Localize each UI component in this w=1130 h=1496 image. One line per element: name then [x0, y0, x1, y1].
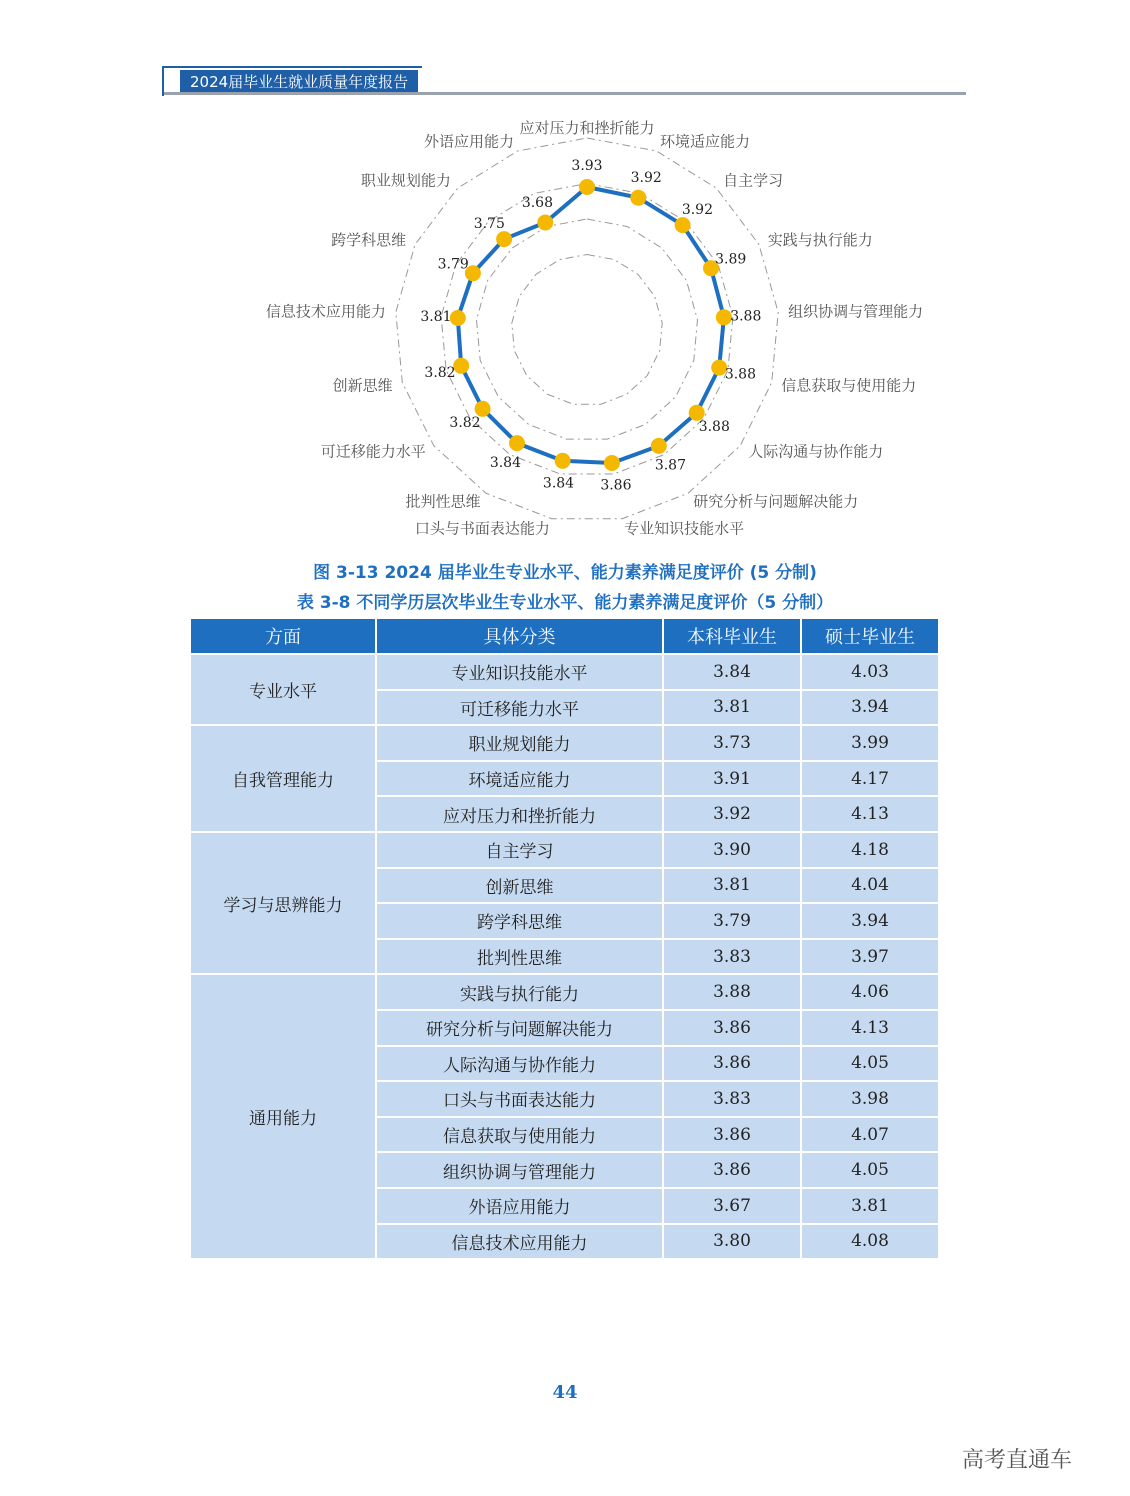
radar-value-label: 3.89: [715, 251, 747, 268]
satisfaction-table: [189, 617, 940, 1260]
category-cell: 创新思维: [377, 869, 662, 903]
radar-value-label: 3.88: [698, 419, 730, 436]
radar-point: [675, 217, 691, 233]
radar-value-label: 3.92: [681, 201, 713, 218]
radar-point: [604, 455, 620, 471]
radar-value-label: 3.88: [730, 308, 762, 325]
category-cell: 自主学习: [377, 833, 662, 867]
radar-category-label: 跨学科思维: [331, 231, 407, 249]
aspect-cell: 学习与思辨能力: [191, 833, 375, 973]
undergrad-cell: 3.80: [664, 1225, 800, 1259]
category-cell: 环境适应能力: [377, 762, 662, 796]
aspect-cell: 自我管理能力: [191, 726, 375, 831]
master-cell: 3.94: [802, 904, 938, 938]
category-cell: 信息获取与使用能力: [377, 1118, 662, 1152]
master-cell: 4.05: [802, 1153, 938, 1187]
table-header-row: [191, 619, 938, 653]
figure-caption: 图 3-13 2024 届毕业生专业水平、能力素养满足度评价 (5 分制): [313, 563, 817, 583]
radar-value-label: 3.82: [424, 364, 456, 381]
radar-category-label: 应对压力和挫折能力: [519, 119, 655, 137]
radar-category-label: 信息获取与使用能力: [781, 376, 917, 395]
master-cell: 4.08: [802, 1225, 938, 1259]
category-cell: 人际沟通与协作能力: [377, 1047, 662, 1081]
radar-grid-ring: [477, 219, 698, 439]
radar-point: [537, 215, 553, 231]
radar-category-label: 自主学习: [723, 171, 784, 190]
aspect-cell: 通用能力: [191, 975, 375, 1258]
undergrad-cell: 3.73: [664, 726, 800, 760]
table-row: [191, 833, 938, 867]
table-row: [191, 975, 938, 1009]
master-cell: 4.17: [802, 762, 938, 796]
undergrad-cell: 3.84: [664, 655, 800, 689]
radar-point: [651, 438, 667, 454]
radar-value-label: 3.75: [473, 215, 505, 232]
radar-category-label: 人际沟通与协作能力: [748, 442, 884, 461]
undergrad-cell: 3.88: [664, 975, 800, 1009]
radar-category-label: 外语应用能力: [423, 132, 514, 151]
header-aspect: 方面: [191, 619, 375, 653]
master-cell: 4.05: [802, 1047, 938, 1081]
radar-value-label: 3.79: [437, 256, 469, 273]
watermark: 高考直通车: [962, 1448, 1073, 1473]
table-row: [191, 726, 938, 760]
master-cell: 3.94: [802, 691, 938, 725]
master-cell: 3.98: [802, 1082, 938, 1116]
category-cell: 信息技术应用能力: [377, 1225, 662, 1259]
undergrad-cell: 3.92: [664, 797, 800, 831]
header-rule: [164, 92, 966, 95]
radar-point: [453, 358, 469, 374]
radar-point: [630, 190, 646, 206]
radar-value-label: 3.93: [571, 158, 603, 174]
radar-value-label: 3.88: [724, 366, 756, 383]
radar-category-label: 实践与执行能力: [767, 231, 873, 249]
radar-point: [450, 310, 466, 326]
undergrad-cell: 3.67: [664, 1189, 800, 1223]
radar-category-label: 口头与书面表达能力: [414, 519, 550, 538]
table-row: [191, 655, 938, 689]
radar-point: [496, 231, 512, 247]
header-undergrad: 本科毕业生: [664, 619, 800, 653]
report-title: 2024届毕业生就业质量年度报告: [180, 70, 418, 94]
undergrad-cell: 3.83: [664, 1082, 800, 1116]
master-cell: 4.06: [802, 975, 938, 1009]
undergrad-cell: 3.81: [664, 691, 800, 725]
page-number: 44: [552, 1382, 578, 1403]
category-cell: 组织协调与管理能力: [377, 1153, 662, 1187]
radar-labels: [266, 119, 923, 538]
radar-category-label: 创新思维: [332, 376, 393, 395]
master-cell: 4.04: [802, 869, 938, 903]
radar-value-label: 3.84: [542, 475, 575, 492]
radar-category-label: 研究分析与问题解决能力: [693, 492, 859, 511]
radar-value-label: 3.86: [600, 477, 632, 494]
aspect-cell: 专业水平: [191, 655, 375, 724]
radar-point: [555, 453, 571, 469]
radar-category-label: 专业知识技能水平: [624, 519, 745, 538]
category-cell: 可迁移能力水平: [377, 691, 662, 725]
master-cell: 3.97: [802, 940, 938, 974]
master-cell: 3.99: [802, 726, 938, 760]
category-cell: 口头与书面表达能力: [377, 1082, 662, 1116]
radar-value-label: 3.82: [449, 415, 481, 432]
undergrad-cell: 3.79: [664, 904, 800, 938]
radar-value-label: 3.84: [489, 454, 521, 471]
radar-category-label: 批判性思维: [405, 492, 481, 511]
undergrad-cell: 3.90: [664, 833, 800, 867]
radar-chart: [240, 119, 940, 538]
category-cell: 研究分析与问题解决能力: [377, 1011, 662, 1045]
category-cell: 批判性思维: [377, 940, 662, 974]
undergrad-cell: 3.91: [664, 762, 800, 796]
undergrad-cell: 3.83: [664, 940, 800, 974]
master-cell: 4.03: [802, 655, 938, 689]
radar-value-label: 3.68: [521, 195, 553, 211]
undergrad-cell: 3.86: [664, 1047, 800, 1081]
undergrad-cell: 3.86: [664, 1153, 800, 1187]
radar-category-label: 职业规划能力: [360, 171, 451, 190]
undergrad-cell: 3.86: [664, 1011, 800, 1045]
radar-category-label: 信息技术应用能力: [265, 302, 386, 321]
radar-value-label: 3.92: [630, 170, 662, 187]
radar-value-label: 3.81: [420, 309, 452, 325]
header-top-line: [162, 66, 422, 68]
header-category: 具体分类: [377, 619, 662, 653]
table-body: [191, 655, 938, 1258]
category-cell: 实践与执行能力: [377, 975, 662, 1009]
radar-point: [579, 179, 595, 195]
master-cell: 4.07: [802, 1118, 938, 1152]
table-caption: 表 3-8 不同学历层次毕业生专业水平、能力素养满足度评价（5 分制）: [296, 593, 834, 613]
radar-point: [509, 435, 525, 451]
header-master: 硕士毕业生: [802, 619, 938, 653]
undergrad-cell: 3.86: [664, 1118, 800, 1152]
radar-category-label: 可迁移能力水平: [320, 442, 426, 461]
radar-grid-ring: [512, 255, 662, 405]
master-cell: 3.81: [802, 1189, 938, 1223]
master-cell: 4.13: [802, 797, 938, 831]
category-cell: 职业规划能力: [377, 726, 662, 760]
category-cell: 专业知识技能水平: [377, 655, 662, 689]
radar-category-label: 组织协调与管理能力: [788, 302, 924, 321]
category-cell: 应对压力和挫折能力: [377, 797, 662, 831]
category-cell: 跨学科思维: [377, 904, 662, 938]
undergrad-cell: 3.81: [664, 869, 800, 903]
master-cell: 4.13: [802, 1011, 938, 1045]
radar-category-label: 环境适应能力: [660, 132, 751, 151]
master-cell: 4.18: [802, 833, 938, 867]
category-cell: 外语应用能力: [377, 1189, 662, 1223]
radar-value-label: 3.87: [654, 457, 686, 474]
